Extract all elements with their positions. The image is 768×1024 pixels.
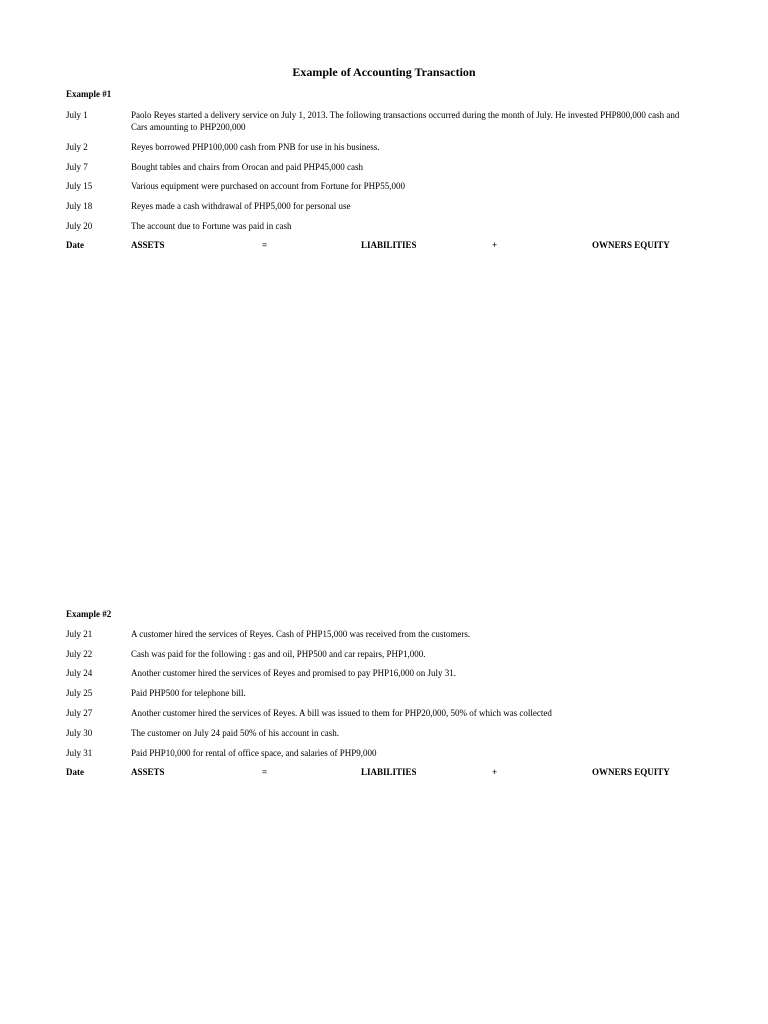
transaction-date: July 22 (66, 649, 93, 659)
transaction-description: Reyes made a cash withdrawal of PHP5,000 for personal use (131, 201, 351, 211)
transaction-date: July 31 (66, 748, 93, 758)
transaction-description: Another customer hired the services of Reyes and promised to pay PHP16,000 on July 31. (131, 668, 456, 678)
transaction-description: Another customer hired the services of Reyes. A bill was issued to them for PHP20,000, 50% of which was collected (131, 708, 552, 718)
transaction-description: Bought tables and chairs from Orocan and paid PHP45,000 cash (131, 162, 363, 172)
transaction-description: Paid PHP500 for telephone bill. (131, 688, 246, 698)
header-owners-equity: OWNERS EQUITY (592, 240, 670, 250)
header-equals: = (262, 767, 268, 777)
transaction-date: July 27 (66, 708, 93, 718)
header-assets: ASSETS (131, 240, 165, 250)
header-liabilities: LIABILITIES (361, 767, 417, 777)
transaction-description: Paolo Reyes started a delivery service on July 1, 2013. The following transactions occurred during the month of July. He invested PHP800,000 cash and Cars amounting to PHP200,000 (131, 110, 680, 132)
example-2-label: Example #2 (66, 609, 112, 619)
transaction-description: Paid PHP10,000 for rental of office space, and salaries of PHP9,000 (131, 748, 377, 758)
transaction-date: July 1 (66, 110, 88, 120)
transaction-description: The account due to Fortune was paid in cash (131, 221, 292, 231)
transaction-description: Various equipment were purchased on account from Fortune for PHP55,000 (131, 181, 405, 191)
header-date: Date (66, 767, 84, 777)
transaction-description: Cash was paid for the following : gas and oil, PHP500 and car repairs, PHP1,000. (131, 649, 426, 659)
header-plus: + (492, 240, 498, 250)
transaction-date: July 15 (66, 181, 93, 191)
header-equals: = (262, 240, 268, 250)
transaction-date: July 25 (66, 688, 93, 698)
header-date: Date (66, 240, 84, 250)
example-1-label: Example #1 (66, 89, 112, 99)
transaction-date: July 21 (66, 629, 93, 639)
transaction-description: The customer on July 24 paid 50% of his account in cash. (131, 728, 339, 738)
transaction-date: July 7 (66, 162, 88, 172)
page-title: Example of Accounting Transaction (292, 65, 476, 79)
transaction-date: July 20 (66, 221, 93, 231)
transaction-date: July 30 (66, 728, 93, 738)
transaction-date: July 24 (66, 668, 93, 678)
transaction-date: July 18 (66, 201, 93, 211)
transaction-date: July 2 (66, 142, 88, 152)
header-plus: + (492, 767, 498, 777)
header-assets: ASSETS (131, 767, 165, 777)
transaction-description: Reyes borrowed PHP100,000 cash from PNB for use in his business. (131, 142, 380, 152)
transaction-description: A customer hired the services of Reyes. Cash of PHP15,000 was received from the customers. (131, 629, 471, 639)
header-owners-equity: OWNERS EQUITY (592, 767, 670, 777)
header-liabilities: LIABILITIES (361, 240, 417, 250)
